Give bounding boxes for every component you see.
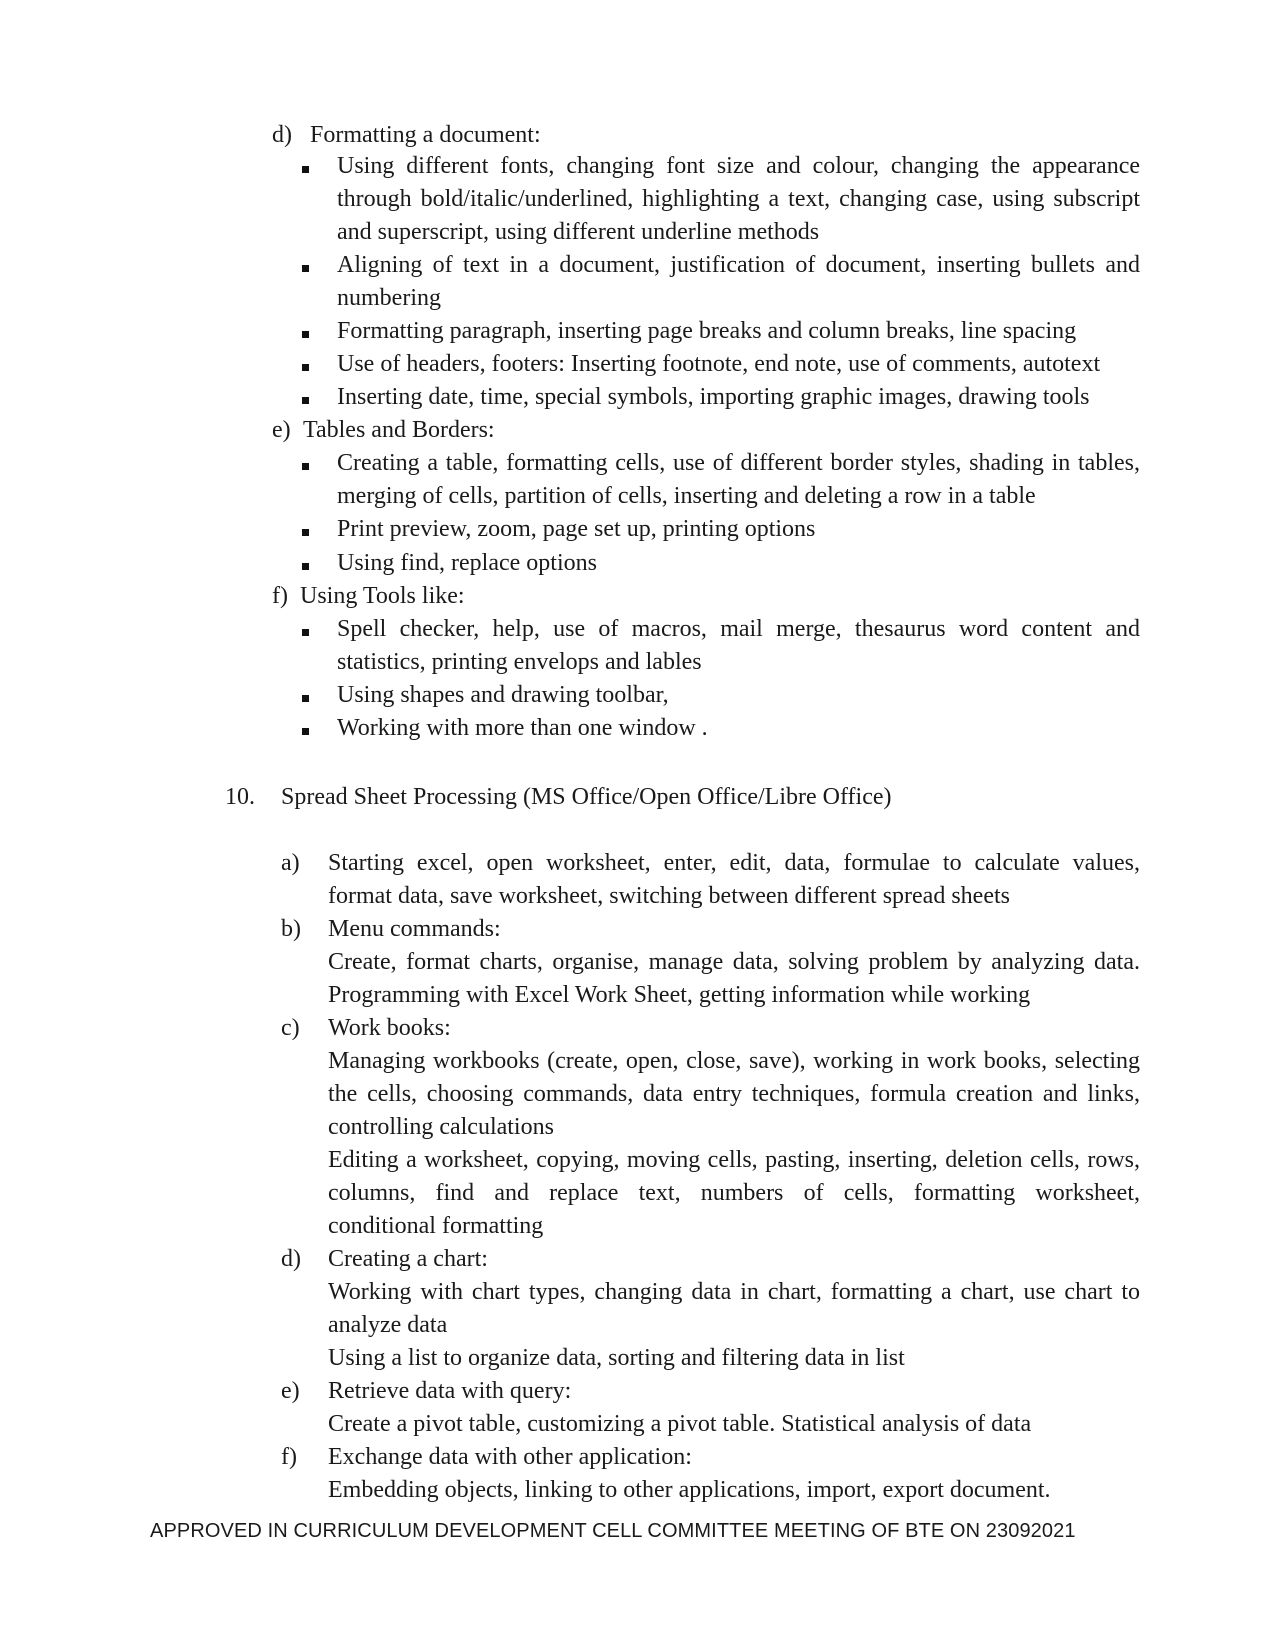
bullet-icon xyxy=(302,563,309,570)
list-item-line: Using shapes and drawing toolbar, xyxy=(337,682,669,708)
list-item-line: Use of headers, footers: Inserting footnote, end note, use of comments, autotext xyxy=(337,351,1101,377)
bullet-icon xyxy=(302,529,309,536)
item-line: Working with chart types, changing data in chart, formatting a chart, use chart to xyxy=(328,1279,1140,1305)
bullet-icon xyxy=(302,331,309,338)
bullet-icon xyxy=(302,695,309,702)
item-line: Programming with Excel Work Sheet, getting information while working xyxy=(328,982,1031,1008)
list-item-line: and superscript, using different underline methods xyxy=(337,219,820,245)
item-label: b) xyxy=(281,916,301,942)
item-line: Create a pivot table, customizing a pivot table. Statistical analysis of data xyxy=(328,1411,1032,1437)
list-item-line: statistics, printing envelops and lables xyxy=(337,649,702,675)
section-d-title: Formatting a document: xyxy=(310,122,541,148)
list-item-line: Formatting paragraph, inserting page breaks and column breaks, line spacing xyxy=(337,318,1077,344)
section-f-title: Using Tools like: xyxy=(300,583,465,609)
section-e-title: Tables and Borders: xyxy=(303,417,495,443)
list-item-line: Using find, replace options xyxy=(337,550,597,576)
item-line: Retrieve data with query: xyxy=(328,1378,572,1404)
item-line: Editing a worksheet, copying, moving cells, pasting, inserting, deletion cells, rows, xyxy=(328,1147,1140,1173)
item-line: Create, format charts, organise, manage data, solving problem by analyzing data. xyxy=(328,949,1140,975)
item-line: conditional formatting xyxy=(328,1213,544,1239)
item-line: columns, find and replace text, numbers of cells, formatting worksheet, xyxy=(328,1180,1140,1206)
list-item-line: Creating a table, formatting cells, use of different border styles, shading in tables, xyxy=(337,450,1140,476)
list-item-line: through bold/italic/underlined, highlighting a text, changing case, using subscript xyxy=(337,186,1140,212)
bullet-icon xyxy=(302,463,309,470)
list-item-line: Using different fonts, changing font size and colour, changing the appearance xyxy=(337,153,1140,179)
item-line: Managing workbooks (create, open, close, save), working in work books, selecting xyxy=(328,1048,1140,1074)
item-line: Exchange data with other application: xyxy=(328,1444,692,1470)
item-line: Starting excel, open worksheet, enter, edit, data, formulae to calculate values, xyxy=(328,850,1140,876)
bullet-icon xyxy=(302,629,309,636)
item-label: a) xyxy=(281,850,300,876)
item-line: controlling calculations xyxy=(328,1114,554,1140)
bullet-icon xyxy=(302,364,309,371)
item-line: Work books: xyxy=(328,1015,451,1041)
item-line: format data, save worksheet, switching between different spread sheets xyxy=(328,883,1010,909)
unit-title: Spread Sheet Processing (MS Office/Open Office/Libre Office) xyxy=(281,784,892,810)
bullet-icon xyxy=(302,166,309,173)
list-item-line: numbering xyxy=(337,285,441,311)
list-item-line: Spell checker, help, use of macros, mail merge, thesaurus word content and xyxy=(337,616,1140,642)
bullet-icon xyxy=(302,728,309,735)
item-line: Embedding objects, linking to other applications, import, export document. xyxy=(328,1477,1051,1503)
item-line: Creating a chart: xyxy=(328,1246,488,1272)
section-e-label: e) xyxy=(272,417,291,443)
list-item-line: Inserting date, time, special symbols, importing graphic images, drawing tools xyxy=(337,384,1090,410)
item-line: analyze data xyxy=(328,1312,448,1338)
page-footer: APPROVED IN CURRICULUM DEVELOPMENT CELL COMMITTEE MEETING OF BTE ON 23092021 xyxy=(150,1520,1076,1542)
item-line: Using a list to organize data, sorting and filtering data in list xyxy=(328,1345,905,1371)
section-d-label: d) xyxy=(272,122,292,148)
list-item-line: Working with more than one window . xyxy=(337,715,708,741)
item-label: c) xyxy=(281,1015,300,1041)
item-line: the cells, choosing commands, data entry techniques, formula creation and links, xyxy=(328,1081,1140,1107)
bullet-icon xyxy=(302,397,309,404)
item-label: f) xyxy=(281,1444,297,1470)
item-label: d) xyxy=(281,1246,301,1272)
item-line: Menu commands: xyxy=(328,916,501,942)
list-item-line: Aligning of text in a document, justification of document, inserting bullets and xyxy=(337,252,1140,278)
section-f-label: f) xyxy=(272,583,288,609)
unit-number: 10. xyxy=(225,784,255,810)
bullet-icon xyxy=(302,265,309,272)
list-item-line: Print preview, zoom, page set up, printing options xyxy=(337,516,816,542)
item-label: e) xyxy=(281,1378,300,1404)
list-item-line: merging of cells, partition of cells, inserting and deleting a row in a table xyxy=(337,483,1036,509)
